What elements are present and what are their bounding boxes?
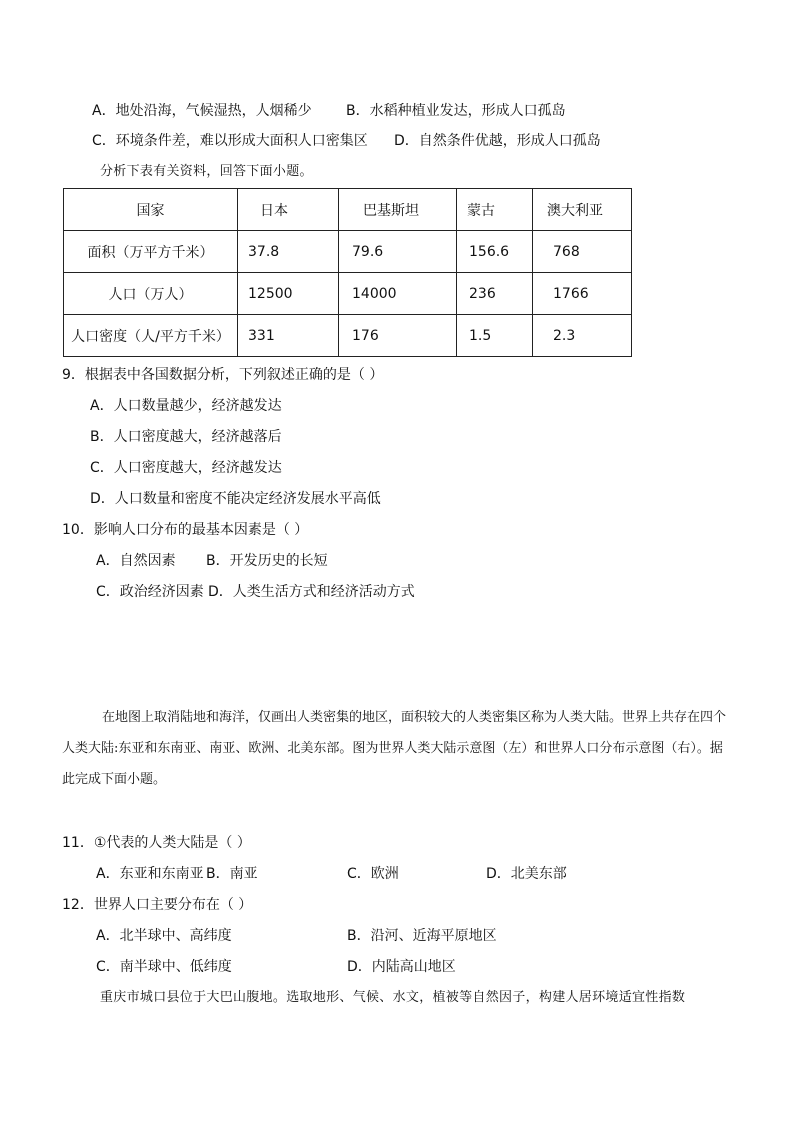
table-cell: 14000 — [339, 273, 457, 315]
table-cell: 人口密度（人/平方千米） — [64, 315, 238, 357]
table-cell: 331 — [238, 315, 339, 357]
table-cell: 面积（万平方千米） — [64, 231, 238, 273]
q8-option-d: D．自然条件优越，形成人口孤岛 — [394, 133, 601, 149]
table-cell: 12500 — [238, 273, 339, 315]
table-cell: 1.5 — [457, 315, 533, 357]
passage-human-continents: 在地图上取消陆地和海洋，仅画出人类密集的地区，面积较大的人类密集区称为人类大陆。世界上共存在四个人类大陆:东亚和东南亚、南亚、欧洲、北美东部。图为世界人类大陆示意图（左）和世界人口分布示意图（右）。据此完成下面小题。 — [62, 710, 727, 787]
q8-option-a: A．地处沿海，气候湿热，人烟稀少 — [92, 103, 312, 119]
q9-option-b: B．人口密度越大，经济越落后 — [90, 429, 282, 445]
q12-option-b: B．沿河、近海平原地区 — [347, 928, 497, 944]
q9-option-d: D．人口数量和密度不能决定经济发展水平高低 — [90, 491, 381, 507]
table-header-cell: 蒙古 — [457, 189, 533, 231]
q11-stem: 11．①代表的人类大陆是（ ） — [62, 835, 251, 851]
q11-option-d: D．北美东部 — [486, 866, 567, 882]
table-cell: 1766 — [533, 273, 632, 315]
table-cell: 176 — [339, 315, 457, 357]
table-header-cell: 澳大利亚 — [533, 189, 632, 231]
q12-option-c: C．南半球中、低纬度 — [96, 959, 232, 975]
country-data-table — [63, 188, 632, 357]
table-header-cell: 国家 — [64, 189, 238, 231]
q10-option-c: C．政治经济因素 — [96, 584, 204, 600]
q10-option-b: B．开发历史的长短 — [206, 553, 328, 569]
q12-stem: 12．世界人口主要分布在（ ） — [62, 897, 253, 913]
table-cell: 37.8 — [238, 231, 339, 273]
q10-stem: 10．影响人口分布的最基本因素是（ ） — [62, 522, 309, 538]
table-cell: 236 — [457, 273, 533, 315]
table-cell: 人口（万人） — [64, 273, 238, 315]
table-row — [64, 231, 632, 273]
table-cell: 2.3 — [533, 315, 632, 357]
q9-option-a: A．人口数量越少，经济越发达 — [90, 398, 282, 414]
q9-option-c: C．人口密度越大，经济越发达 — [90, 460, 282, 476]
passage-chengkou: 重庆市城口县位于大巴山腹地。选取地形、气候、水文，植被等自然因子，构建人居环境适宜性指数 — [100, 990, 686, 1005]
q11-option-c: C．欧洲 — [347, 866, 399, 882]
q8-option-b: B．水稻种植业发达，形成人口孤岛 — [346, 103, 566, 119]
q8-option-c: C．环境条件差，难以形成大面积人口密集区 — [92, 133, 368, 149]
table-header-cell: 巴基斯坦 — [339, 189, 457, 231]
q11-option-b: B．南亚 — [206, 866, 258, 882]
table-intro: 分析下表有关资料，回答下面小题。 — [100, 164, 313, 179]
table-cell: 79.6 — [339, 231, 457, 273]
q10-option-a: A．自然因素 — [96, 553, 176, 569]
table-header-cell: 日本 — [238, 189, 339, 231]
q12-option-a: A．北半球中、高纬度 — [96, 928, 232, 944]
table-cell: 156.6 — [457, 231, 533, 273]
q9-stem: 9．根据表中各国数据分析，下列叙述正确的是（ ） — [62, 367, 384, 383]
table-header-row — [64, 189, 632, 231]
table-row — [64, 315, 632, 357]
table-cell: 768 — [533, 231, 632, 273]
q11-option-a: A．东亚和东南亚 — [96, 866, 204, 882]
q12-option-d: D．内陆高山地区 — [347, 959, 456, 975]
table-row — [64, 273, 632, 315]
q10-option-d: D．人类生活方式和经济活动方式 — [208, 584, 415, 600]
